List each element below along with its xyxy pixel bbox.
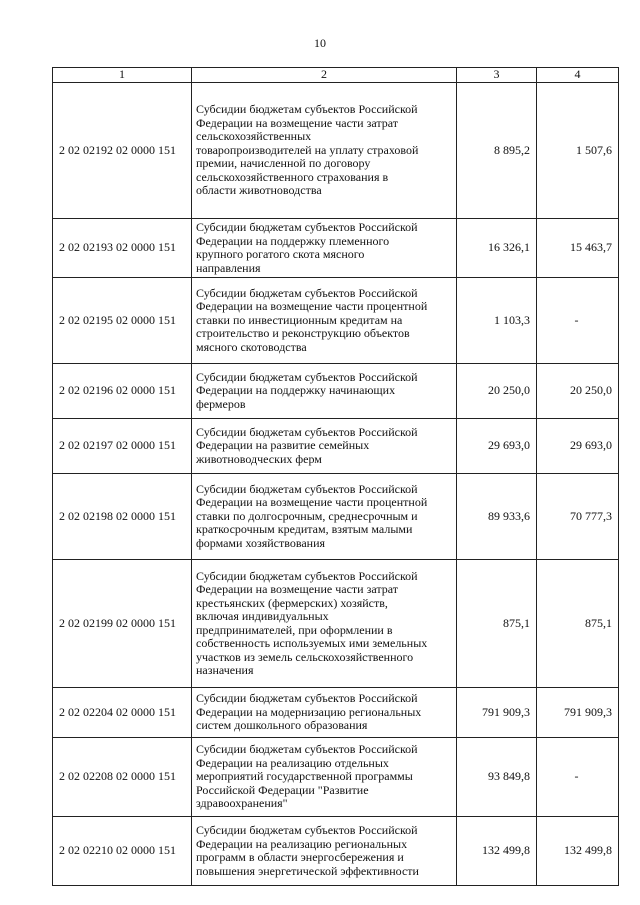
description-line: ставки по инвестиционным кредитам на bbox=[196, 312, 403, 327]
description-line: Субсидии бюджетам субъектов Российской bbox=[196, 568, 418, 583]
description-line: фермеров bbox=[196, 396, 246, 411]
description-line: Субсидии бюджетам субъектов Российской bbox=[196, 369, 418, 384]
description-cell bbox=[192, 419, 457, 474]
description-line: здравоохранения" bbox=[196, 796, 288, 811]
description-line: Федерации на возмещение части процентной bbox=[196, 299, 428, 314]
amount-column-4: 29 693,0 bbox=[537, 419, 619, 474]
table-body bbox=[53, 83, 619, 886]
amount-column-4: 132 499,8 bbox=[537, 817, 619, 886]
description-line: систем дошкольного образования bbox=[196, 718, 368, 733]
description-line: предпринимателей, при оформлении в bbox=[196, 622, 393, 637]
amount-column-3: 8 895,2 bbox=[457, 83, 537, 219]
description-line: крупного рогатого скота мясного bbox=[196, 247, 365, 261]
budget-code: 2 02 02198 02 0000 151 bbox=[53, 474, 192, 560]
table-row bbox=[53, 219, 619, 278]
amount-column-3: 16 326,1 bbox=[457, 219, 537, 278]
table-row bbox=[53, 83, 619, 219]
description-line: программ в области энергосбережения и bbox=[196, 850, 404, 864]
description-line: собственность используемых ими земельных bbox=[196, 636, 428, 650]
description-cell bbox=[192, 474, 457, 560]
budget-code: 2 02 02199 02 0000 151 bbox=[53, 560, 192, 688]
budget-code: 2 02 02204 02 0000 151 bbox=[53, 688, 192, 738]
description-cell bbox=[192, 560, 457, 688]
amount-column-3: 20 250,0 bbox=[457, 364, 537, 419]
amount-column-4: - bbox=[537, 278, 619, 364]
description-line: области животноводства bbox=[196, 183, 322, 198]
table-row bbox=[53, 278, 619, 364]
amount-column-3: 89 933,6 bbox=[457, 474, 537, 560]
budget-code: 2 02 02192 02 0000 151 bbox=[53, 83, 192, 219]
amount-column-3: 791 909,3 bbox=[457, 688, 537, 738]
description-line: направления bbox=[196, 260, 261, 275]
description-line: Федерации на реализацию отдельных bbox=[196, 755, 389, 770]
description-line: сельскохозяйственных bbox=[196, 129, 312, 144]
budget-code: 2 02 02193 02 0000 151 bbox=[53, 219, 192, 278]
description-line: Субсидии бюджетам субъектов Российской bbox=[196, 481, 418, 496]
amount-column-3: 29 693,0 bbox=[457, 419, 537, 474]
budget-code: 2 02 02208 02 0000 151 bbox=[53, 738, 192, 817]
description-line: Субсидии бюджетам субъектов Российской bbox=[196, 691, 418, 706]
table-row bbox=[53, 560, 619, 688]
description-line: сельскохозяйственного страхования в bbox=[196, 169, 389, 184]
table-row bbox=[53, 738, 619, 817]
description-line: мероприятий государственной программы bbox=[196, 769, 413, 784]
description-cell bbox=[192, 817, 457, 886]
amount-column-3: 93 849,8 bbox=[457, 738, 537, 817]
description-line: включая индивидуальных bbox=[196, 609, 329, 623]
amount-column-4: 875,1 bbox=[537, 560, 619, 688]
description-line: строительство и реконструкцию объектов bbox=[196, 326, 410, 341]
header-row bbox=[53, 68, 619, 83]
description-line: крестьянских (фермерских) хозяйств, bbox=[196, 595, 388, 610]
amount-column-4: 15 463,7 bbox=[537, 219, 619, 278]
description-line: Федерации на возмещение части затрат bbox=[196, 115, 398, 130]
amount-column-4: 20 250,0 bbox=[537, 364, 619, 419]
amount-column-3: 875,1 bbox=[457, 560, 537, 688]
amount-column-4: - bbox=[537, 738, 619, 817]
description-line: краткосрочным кредитам, взятым малыми bbox=[196, 522, 413, 537]
description-line: Субсидии бюджетам субъектов Российской bbox=[196, 220, 418, 234]
budget-code: 2 02 02196 02 0000 151 bbox=[53, 364, 192, 419]
budget-table bbox=[52, 67, 619, 886]
description-cell bbox=[192, 364, 457, 419]
amount-column-3: 132 499,8 bbox=[457, 817, 537, 886]
table-row bbox=[53, 817, 619, 886]
description-line: Федерации на поддержку начинающих bbox=[196, 383, 396, 398]
column-header-2: 2 bbox=[192, 68, 457, 83]
description-cell bbox=[192, 688, 457, 738]
description-line: Федерации на развитие семейных bbox=[196, 438, 370, 453]
amount-column-4: 70 777,3 bbox=[537, 474, 619, 560]
description-line: Российской Федерации "Развитие bbox=[196, 782, 369, 797]
description-line: ставки по долгосрочным, среднесрочным и bbox=[196, 508, 418, 523]
description-line: животноводческих ферм bbox=[196, 451, 322, 466]
description-line: Субсидии бюджетам субъектов Российской bbox=[196, 742, 418, 757]
table-row bbox=[53, 364, 619, 419]
description-line: премии, начисленной по договору bbox=[196, 156, 371, 171]
description-line: участков из земель сельскохозяйственного bbox=[196, 649, 414, 664]
description-cell bbox=[192, 83, 457, 219]
page-number: 10 bbox=[314, 36, 326, 50]
description-line: товаропроизводителей на уплату страховой bbox=[196, 142, 419, 157]
amount-column-3: 1 103,3 bbox=[457, 278, 537, 364]
description-line: Федерации на возмещение части процентной bbox=[196, 495, 428, 510]
table-row bbox=[53, 474, 619, 560]
description-cell bbox=[192, 738, 457, 817]
description-line: Субсидии бюджетам субъектов Российской bbox=[196, 823, 418, 837]
description-line: Федерации на поддержку племенного bbox=[196, 233, 390, 248]
column-header-4: 4 bbox=[537, 68, 619, 83]
budget-code: 2 02 02210 02 0000 151 bbox=[53, 817, 192, 886]
amount-column-4: 791 909,3 bbox=[537, 688, 619, 738]
description-cell bbox=[192, 219, 457, 278]
budget-code: 2 02 02195 02 0000 151 bbox=[53, 278, 192, 364]
column-header-1: 1 bbox=[53, 68, 192, 83]
description-line: Федерации на реализацию региональных bbox=[196, 836, 408, 851]
description-line: Федерации на возмещение части затрат bbox=[196, 582, 398, 596]
amount-column-4: 1 507,6 bbox=[537, 83, 619, 219]
table-row bbox=[53, 419, 619, 474]
description-line: Федерации на модернизацию региональных bbox=[196, 704, 422, 719]
description-line: формами хозяйствования bbox=[196, 535, 326, 550]
table-row bbox=[53, 688, 619, 738]
description-line: Субсидии бюджетам субъектов Российской bbox=[196, 285, 418, 300]
budget-code: 2 02 02197 02 0000 151 bbox=[53, 419, 192, 474]
description-line: Субсидии бюджетам субъектов Российской bbox=[196, 102, 418, 117]
description-line: повышения энергетической эффективности bbox=[196, 863, 419, 878]
column-header-3: 3 bbox=[457, 68, 537, 83]
description-cell bbox=[192, 278, 457, 364]
description-line: Субсидии бюджетам субъектов Российской bbox=[196, 424, 418, 439]
description-line: мясного скотоводства bbox=[196, 339, 307, 354]
description-line: назначения bbox=[196, 663, 254, 677]
